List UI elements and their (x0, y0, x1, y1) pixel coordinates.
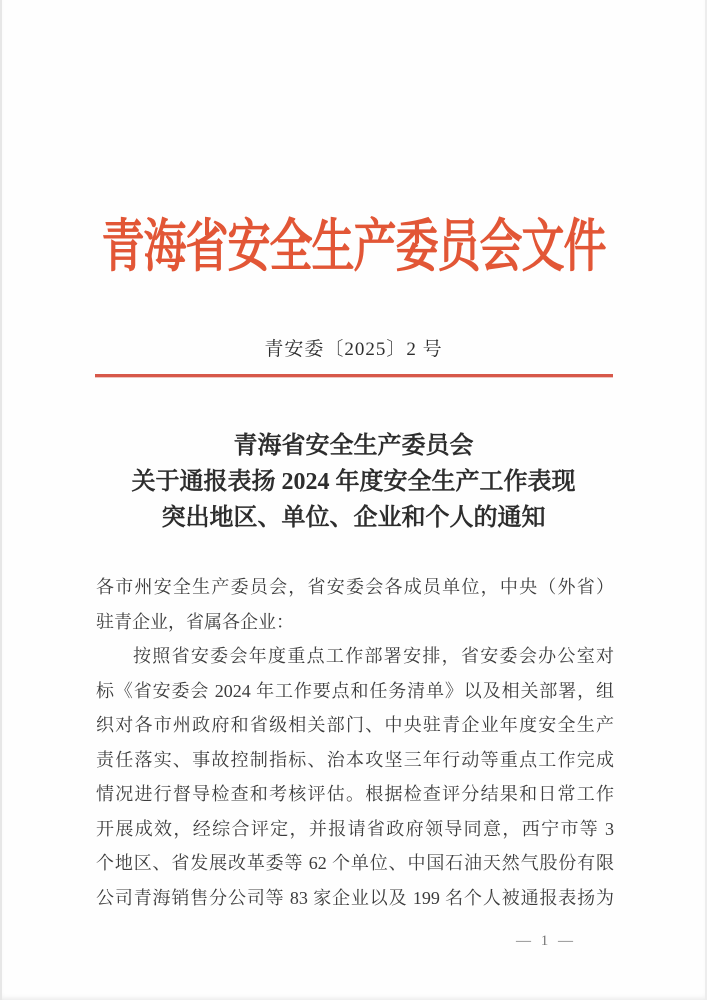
body-line: 公司青海销售分公司等 83 家企业以及 199 名个人被通报表扬为 (96, 887, 614, 908)
red-divider-line (95, 374, 613, 377)
page-number: — 1 — (516, 933, 576, 949)
body-line: 标《省安委会 2024 年工作要点和任务清单》以及相关部署，组 (96, 680, 614, 701)
document-header-title: 青海省安全生产委员会文件 (101, 216, 606, 279)
body-line: 织对各市州政府和省级相关部门、中央驻青企业年度安全生产 (96, 715, 614, 735)
document-header (2, 202, 705, 279)
body-text (96, 570, 614, 915)
document-title (2, 428, 705, 536)
document-number: 青安委〔2025〕2 号 (264, 339, 443, 360)
body-line: 情况进行督导检查和考核评估。根据检查评分结果和日常工作 (96, 784, 614, 804)
document-title-line-3: 突出地区、单位、企业和个人的通知 (161, 505, 546, 531)
document-title-line-2: 关于通报表扬 2024 年度安全生产工作表现 (131, 469, 576, 495)
body-line: 开展成效，经综合评定，并报请省政府领导同意，西宁市等 3 (96, 818, 614, 839)
body-line: 驻青企业，省属各企业： (96, 611, 294, 632)
body-line: 个地区、省发展改革委等 62 个单位、中国石油天然气股份有限 (96, 853, 614, 873)
body-line: 责任落实、事故控制指标、治本攻坚三年行动等重点工作完成 (96, 749, 614, 770)
body-line: 各市州安全生产委员会，省安委会各成员单位，中央（外省） (96, 577, 614, 597)
document-title-line-1: 青海省安全生产委员会 (233, 433, 474, 459)
body-line: 按照省安委会年度重点工作部署安排，省安委会办公室对 (133, 646, 614, 666)
